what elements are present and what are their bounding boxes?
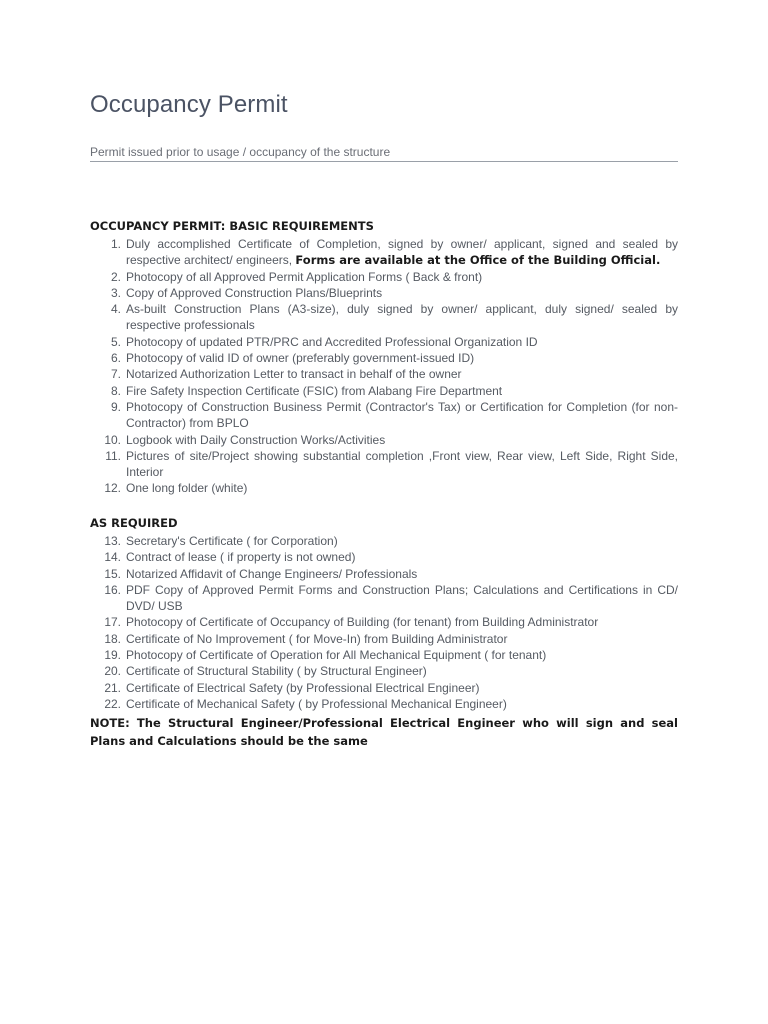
list-item-body: Duly accomplished Certificate of Completion, signed by owner/ applicant, signed and sealed by respective architect/ engineers, [126,237,678,268]
as-required-list [90,533,678,712]
list-item-number: 22. [104,696,121,711]
as-required-heading: AS REQUIRED [90,516,178,530]
list-item-number: 15. [104,566,121,581]
list-item-number: 10. [104,432,121,447]
list-item-text: Certificate of Electrical Safety (by Professional Electrical Engineer) [126,680,480,695]
forms-availability-note: Forms are available at the Office of the Building Official. [295,253,661,268]
list-item-number: 21. [104,680,121,695]
list-item-text: Certificate of No Improvement ( for Move-In) from Building Administrator [126,631,508,646]
list-item-text: One long folder (white) [126,481,248,496]
list-item-number: 13. [104,534,121,548]
list-item [90,696,678,712]
list-item-number: 1. [110,237,121,251]
list-item [90,269,678,285]
list-item [90,614,678,630]
list-item-text: Contract of lease ( if property is not owned) [126,550,356,565]
list-item [90,448,678,481]
list-item-number: 8. [110,383,121,398]
list-item-number: 5. [110,334,121,349]
basic-requirements-heading: OCCUPANCY PERMIT: BASIC REQUIREMENTS [90,219,374,233]
list-item [90,663,678,679]
list-item-number: 2. [110,269,121,284]
list-item-number: 20. [104,664,121,679]
list-item [90,366,678,382]
list-item-number: 11. [105,448,121,463]
list-item-text: Photocopy of Construction Business Permit (Contractor's Tax) or Certification for Completion (for non-Contractor) from BPLO [126,399,678,431]
list-item-text: Logbook with Daily Construction Works/Activities [126,432,386,447]
list-item [90,549,678,565]
list-item [90,582,678,615]
list-item [90,285,678,301]
list-item [90,480,678,496]
list-item [90,647,678,663]
list-item [90,301,678,334]
list-item-number: 7. [110,367,121,382]
page-subtitle: Permit issued prior to usage / occupancy of the structure [90,145,678,162]
list-item-number: 6. [110,351,121,366]
list-item [90,383,678,399]
list-item-text [126,236,678,269]
list-item-text: Photocopy of updated PTR/PRC and Accredited Professional Organization ID [126,334,538,349]
list-item [90,566,678,582]
list-item [90,334,678,350]
list-item-number: 19. [104,648,121,663]
basic-requirements-list [90,236,678,497]
list-item-text: Notarized Affidavit of Change Engineers/ Professionals [126,566,418,581]
page-title: Occupancy Permit [90,91,288,118]
list-item-number: 17. [104,615,121,630]
list-item-number: 9. [110,399,121,414]
list-item [90,399,678,432]
list-item-text: Secretary's Certificate ( for Corporation) [126,534,338,548]
list-item [90,236,678,269]
list-item-number: 16. [104,582,121,597]
list-item-text: Pictures of site/Project showing substantial completion ,Front view, Rear view, Left Side, Right Side, Interior [126,448,678,480]
list-item-text: Fire Safety Inspection Certificate (FSIC) from Alabang Fire Department [126,383,503,398]
engineer-signature-note: NOTE: The Structural Engineer/Professional Electrical Engineer who will sign and seal Plans and Calculations should be the same [90,716,678,748]
list-item-number: 14. [104,550,121,565]
list-item-number: 3. [110,285,121,300]
list-item-text: Photocopy of Certificate of Operation for All Mechanical Equipment ( for tenant) [126,648,547,663]
list-item-text: As-built Construction Plans (A3-size), duly signed by owner/ applicant, duly signed/ sealed by respective professionals [126,302,678,333]
list-item-text: Certificate of Structural Stability ( by Structural Engineer) [126,664,427,679]
list-item-number: 12. [104,481,121,496]
list-item-text: PDF Copy of Approved Permit Forms and Construction Plans; Calculations and Certifications in CD/ DVD/ USB [126,582,678,614]
list-item-text: Photocopy of Certificate of Occupancy of Building (for tenant) from Building Administrator [126,615,599,630]
list-item [90,631,678,647]
list-item-text: Copy of Approved Construction Plans/Blueprints [126,285,383,300]
list-item [90,533,678,549]
list-item-number: 4. [110,302,121,317]
list-item-text: Notarized Authorization Letter to transact in behalf of the owner [126,367,462,382]
list-item-text: Photocopy of all Approved Permit Application Forms ( Back & front) [126,269,483,284]
list-item-text: Certificate of Mechanical Safety ( by Professional Mechanical Engineer) [126,696,507,711]
list-item-text: Photocopy of valid ID of owner (preferably government-issued ID) [126,351,475,366]
list-item-number: 18. [104,631,121,646]
list-item [90,432,678,448]
list-item [90,680,678,696]
list-item [90,350,678,366]
